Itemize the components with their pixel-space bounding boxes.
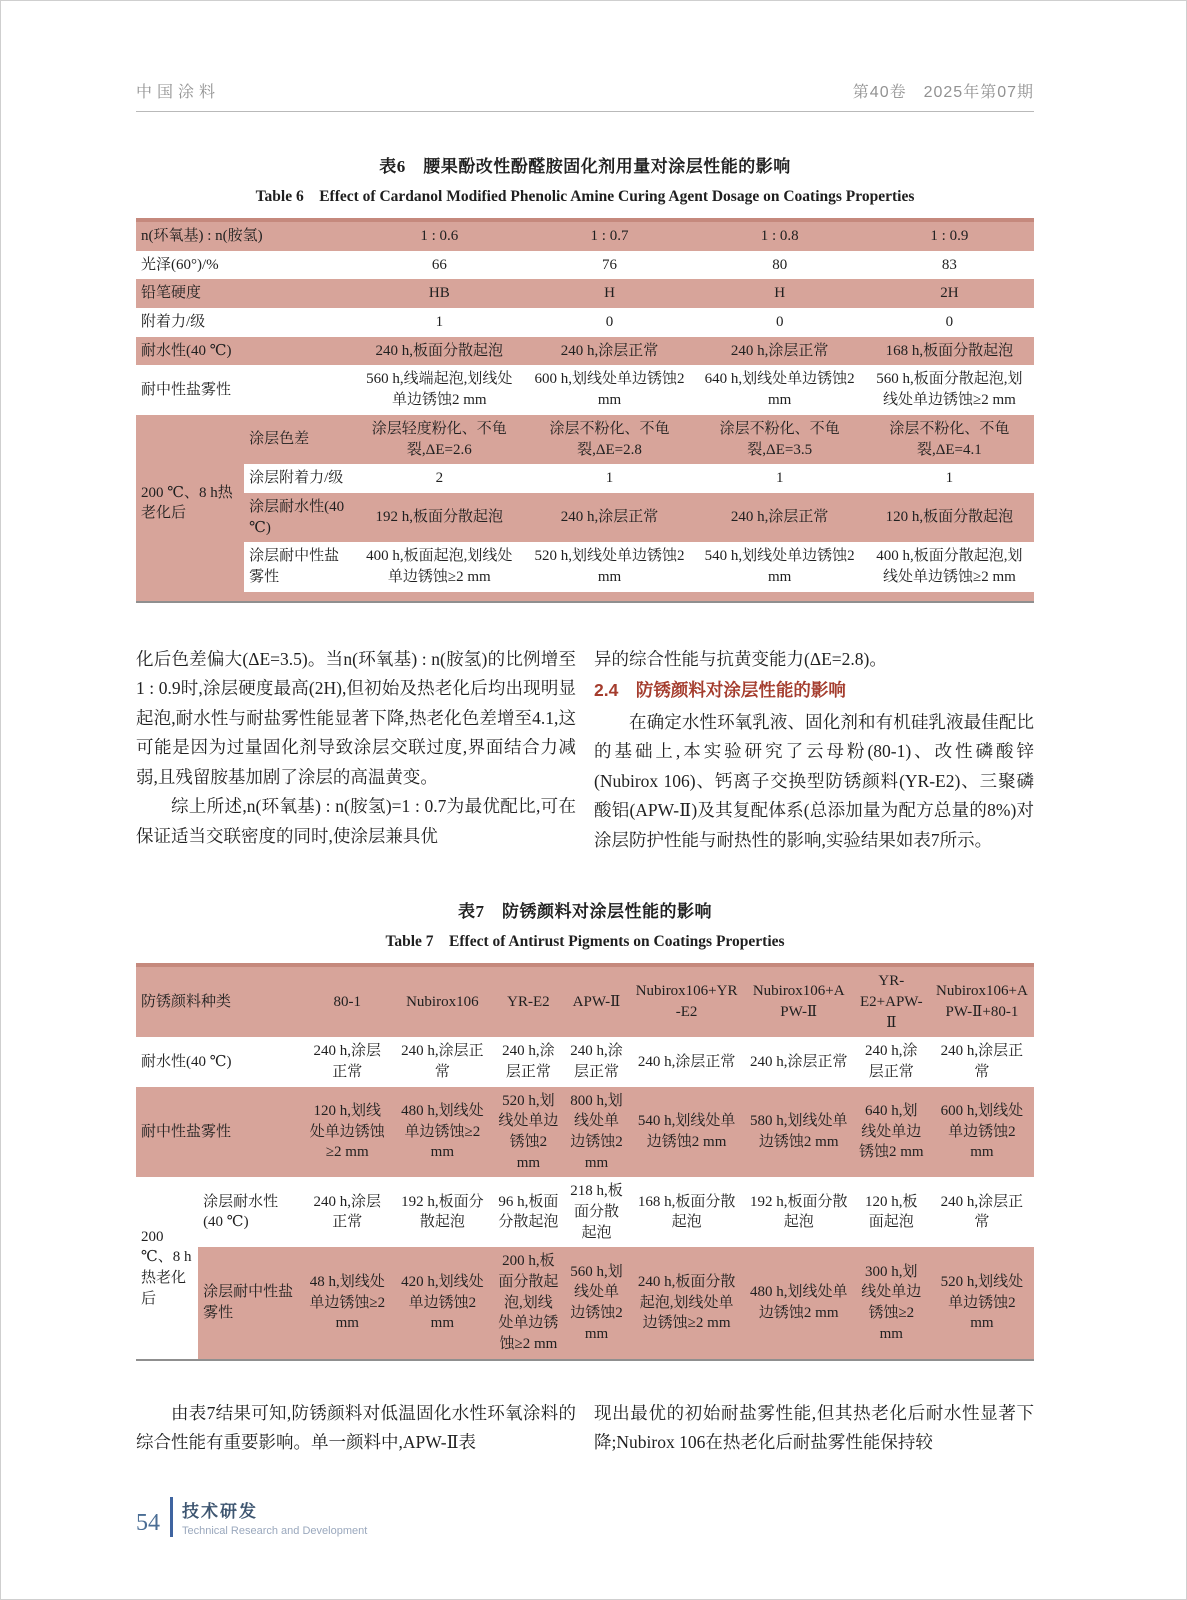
cell: 480 h,划线处单边锈蚀2 mm: [745, 1247, 853, 1359]
cell: 0: [605, 314, 614, 331]
cell: 240 h,涂层正常: [524, 493, 694, 542]
cell: 66: [431, 256, 447, 273]
table6: [136, 218, 1034, 592]
table7-caption: [136, 897, 1034, 951]
table6-group-row: [136, 493, 1034, 542]
paragraph: 现出最优的初始耐盐雾性能,但其热老化后耐水性显著下降;Nubirox 106在热老化后耐盐雾性能保持较: [594, 1402, 1034, 1453]
table6-header-cell: 1 : 0.8: [695, 220, 865, 251]
cell: 560 h,板面分散起泡,划线处单边锈蚀≥2 mm: [876, 371, 1023, 409]
cell: 540 h,划线处单边锈蚀2 mm: [695, 542, 865, 591]
table7-group-row: [136, 1177, 1034, 1247]
cell: 240 h,涂层正常: [749, 1053, 848, 1070]
body-text-block-2: [136, 1399, 1034, 1458]
cell: 240 h,涂层正常: [695, 337, 865, 366]
row-label: 涂层色差: [244, 415, 354, 464]
cell: 2H: [865, 279, 1034, 308]
cell: H: [695, 279, 865, 308]
footer-divider: [170, 1497, 173, 1537]
cell: 2: [354, 464, 524, 493]
cell: 96 h,板面分散起泡: [492, 1177, 564, 1247]
table7: [136, 963, 1034, 1361]
table7-header-cell: Nubirox106+APW-Ⅱ: [745, 965, 853, 1037]
cell: 1: [435, 314, 444, 331]
cell: 240 h,涂层正常: [695, 493, 865, 542]
table6-row: [136, 308, 1034, 337]
table6-header-cell: 1 : 0.7: [524, 220, 694, 251]
row-label: 涂层耐中性盐雾性: [198, 1247, 302, 1359]
row-label: 涂层耐水性(40 ℃): [244, 493, 354, 542]
footer-section-zh: 技术研发: [182, 1502, 258, 1521]
cell: 192 h,板面分散起泡: [354, 493, 524, 542]
table7-group-row: [136, 1247, 1034, 1359]
cell: 120 h,划线处单边锈蚀≥2 mm: [302, 1087, 392, 1178]
paragraph: 在确定水性环氧乳液、固化剂和有机硅乳液最佳配比的基础上,本实验研究了云母粉(80-1)、改性磷酸锌(Nubirox 106)、钙离子交换型防锈颜料(YR-E2)、三聚磷酸铝(APW-Ⅱ)及其复配体系(总添加量为配方总量的8%)对涂层防护性能与耐热性的影响,实验结果如表7所示。: [594, 711, 1034, 850]
cell: H: [524, 279, 694, 308]
row-label: 附着力/级: [141, 314, 206, 331]
cell: 1: [695, 464, 865, 493]
cell: 0: [945, 314, 954, 331]
table7-header-cell: YR-E2+APW-Ⅱ: [853, 965, 930, 1037]
cell: 48 h,划线处单边锈蚀≥2 mm: [302, 1247, 392, 1359]
running-head: [136, 1, 1034, 112]
cell: 涂层轻度粉化、不龟裂,ΔE=2.6: [354, 415, 524, 464]
cell: 200 h,板面分散起泡,划线处单边锈蚀≥2 mm: [492, 1247, 564, 1359]
table6-header-row: [136, 220, 1034, 251]
cell: 600 h,划线处单边锈蚀2 mm: [930, 1087, 1034, 1178]
volume-issue: 第40卷 2025年第07期: [852, 84, 1034, 101]
right-column: [594, 645, 1034, 856]
left-column: [136, 645, 576, 856]
cell: 涂层不粉化、不龟裂,ΔE=2.8: [524, 415, 694, 464]
cell: 400 h,板面分散起泡,划线处单边锈蚀≥2 mm: [865, 542, 1034, 591]
section-heading-2-4: 2.4 防锈颜料对涂层性能的影响: [594, 680, 846, 701]
cell: 120 h,板面起泡: [853, 1177, 930, 1247]
footer-section-en: Technical Research and Development: [182, 1525, 368, 1537]
cell: 640 h,划线处单边锈蚀2 mm: [704, 371, 855, 409]
page-footer: [136, 1497, 367, 1537]
row-label: 涂层耐水性(40 ℃): [198, 1177, 302, 1247]
table6-header-cell: 1 : 0.6: [354, 220, 524, 251]
cell: 560 h,划线处单边锈蚀2 mm: [564, 1247, 628, 1359]
cell: 1: [524, 464, 694, 493]
row-label: 涂层附着力/级: [244, 464, 354, 493]
cell: 240 h,涂层正常: [302, 1177, 392, 1247]
table6-caption-zh: 表6 腰果酚改性酚醛胺固化剂用量对涂层性能的影响: [379, 157, 791, 176]
cell: 240 h,涂层正常: [637, 1053, 736, 1070]
cell: 涂层不粉化、不龟裂,ΔE=4.1: [865, 415, 1034, 464]
cell: 400 h,板面起泡,划线处单边锈蚀≥2 mm: [354, 542, 524, 591]
row-label: 耐水性(40 ℃): [141, 1053, 232, 1070]
table6-row: [136, 279, 1034, 308]
left-column: [136, 1399, 576, 1458]
table7-header-cell: 80-1: [302, 965, 392, 1037]
cell: 600 h,划线处单边锈蚀2 mm: [534, 371, 685, 409]
cell: 240 h,涂层正常: [940, 1043, 1024, 1080]
table6-header-cell: 1 : 0.9: [865, 220, 1034, 251]
table7-caption-zh: 表7 防锈颜料对涂层性能的影响: [458, 902, 712, 922]
row-label: 铅笔硬度: [136, 279, 354, 308]
table6-header-label: n(环氧基) : n(胺氢): [136, 220, 354, 251]
table6-bottom-rule: [136, 592, 1034, 603]
cell: 580 h,划线处单边锈蚀2 mm: [745, 1087, 853, 1178]
table6-group-row: [136, 542, 1034, 591]
table7-header-label: 防锈颜料种类: [136, 965, 302, 1037]
cell: 240 h,板面分散起泡,划线处单边锈蚀≥2 mm: [629, 1247, 745, 1359]
table6-caption-en: Table 6 Effect of Cardanol Modified Phenolic Amine Curing Agent Dosage on Coatings Properties: [255, 188, 915, 205]
cell: 76: [602, 256, 617, 273]
cell: 520 h,划线处单边锈蚀2 mm: [524, 542, 694, 591]
cell: 192 h,板面分散起泡: [745, 1177, 853, 1247]
right-column: [594, 1399, 1034, 1458]
table7-caption-en: Table 7 Effect of Antirust Pigments on Coatings Properties: [385, 933, 785, 951]
page-number: 54: [136, 1510, 160, 1536]
paragraph: 综上所述,n(环氧基) : n(胺氢)=1 : 0.7为最优配比,可在保证适当交联密度的同时,使涂层兼具优: [136, 796, 576, 846]
table6-row: [136, 365, 1034, 414]
table7-header-cell: YR-E2: [492, 965, 564, 1037]
cell: 240 h,涂层正常: [313, 1043, 381, 1080]
cell: HB: [354, 279, 524, 308]
table7-header-cell: Nubirox106+YR-E2: [629, 965, 745, 1037]
cell: 1: [865, 464, 1034, 493]
cell: 480 h,划线处单边锈蚀≥2 mm: [392, 1087, 492, 1178]
cell: 520 h,划线处单边锈蚀2 mm: [492, 1087, 564, 1178]
cell: 300 h,划线处单边锈蚀≥2 mm: [853, 1247, 930, 1359]
row-label: 光泽(60°)/%: [141, 256, 219, 273]
cell: 240 h,涂层正常: [930, 1177, 1034, 1247]
row-label: 耐水性(40 ℃): [136, 337, 354, 366]
body-text-block-1: [136, 645, 1034, 856]
table7-row: [136, 1087, 1034, 1178]
cell: 80: [772, 256, 788, 273]
cell: 240 h,涂层正常: [524, 337, 694, 366]
cell: 240 h,板面分散起泡: [354, 337, 524, 366]
table7-header-cell: Nubirox106+APW-Ⅱ+80-1: [930, 965, 1034, 1037]
cell: 192 h,板面分散起泡: [392, 1177, 492, 1247]
cell: 240 h,涂层正常: [401, 1043, 484, 1080]
cell: 218 h,板面分散起泡: [564, 1177, 628, 1247]
table7-row: [136, 1037, 1034, 1086]
row-label: 耐中性盐雾性: [136, 1087, 302, 1178]
row-label: 涂层耐中性盐雾性: [244, 542, 354, 591]
cell: 0: [775, 314, 784, 331]
table6-row: [136, 251, 1034, 280]
cell: 240 h,涂层正常: [865, 1043, 918, 1080]
table6-row: [136, 337, 1034, 366]
cell: 168 h,板面分散起泡: [865, 337, 1034, 366]
paragraph: 异的综合性能与抗黄变能力(ΔE=2.8)。: [594, 648, 887, 669]
cell: 520 h,划线处单边锈蚀2 mm: [930, 1247, 1034, 1359]
paragraph: 由表7结果可知,防锈颜料对低温固化水性环氧涂料的综合性能有重要影响。单一颜料中,APW-Ⅱ表: [136, 1402, 576, 1453]
cell: 540 h,划线处单边锈蚀2 mm: [629, 1087, 745, 1178]
cell: 560 h,线端起泡,划线处单边锈蚀2 mm: [366, 371, 513, 409]
group-label: 200 ℃、8 h热老化后: [136, 1177, 198, 1360]
cell: 83: [941, 256, 957, 273]
footer-section: [182, 1497, 367, 1537]
cell: 240 h,涂层正常: [502, 1043, 555, 1080]
journal-name: 中国涂料: [136, 84, 221, 101]
cell: 420 h,划线处单边锈蚀2 mm: [392, 1247, 492, 1359]
cell: 640 h,划线处单边锈蚀2 mm: [853, 1087, 930, 1178]
table6-group-row: [136, 415, 1034, 464]
table6-caption: [136, 152, 1034, 206]
cell: 800 h,划线处单边锈蚀2 mm: [564, 1087, 628, 1178]
paragraph: 化后色差偏大(ΔE=3.5)。当n(环氧基) : n(胺氢)的比例增至1 : 0.9时,涂层硬度最高(2H),但初始及热老化后均出现明显起泡,耐水性与耐盐雾性能显著下降,热老化色差增至4.1,这可能是因为过量固化剂导致涂层交联过度,界面结合力减弱,且残留胺基加剧了涂层的高温黄变。: [136, 648, 576, 787]
table7-header-cell: APW-Ⅱ: [564, 965, 628, 1037]
table6-group-row: [136, 464, 1034, 493]
group-label: 200 ℃、8 h热老化后: [136, 415, 244, 592]
cell: 120 h,板面分散起泡: [865, 493, 1034, 542]
table7-header-cell: Nubirox106: [392, 965, 492, 1037]
row-label: 耐中性盐雾性: [141, 381, 232, 398]
cell: 168 h,板面分散起泡: [629, 1177, 745, 1247]
cell: 涂层不粉化、不龟裂,ΔE=3.5: [695, 415, 865, 464]
table7-header-row: [136, 965, 1034, 1037]
cell: 240 h,涂层正常: [570, 1043, 623, 1080]
